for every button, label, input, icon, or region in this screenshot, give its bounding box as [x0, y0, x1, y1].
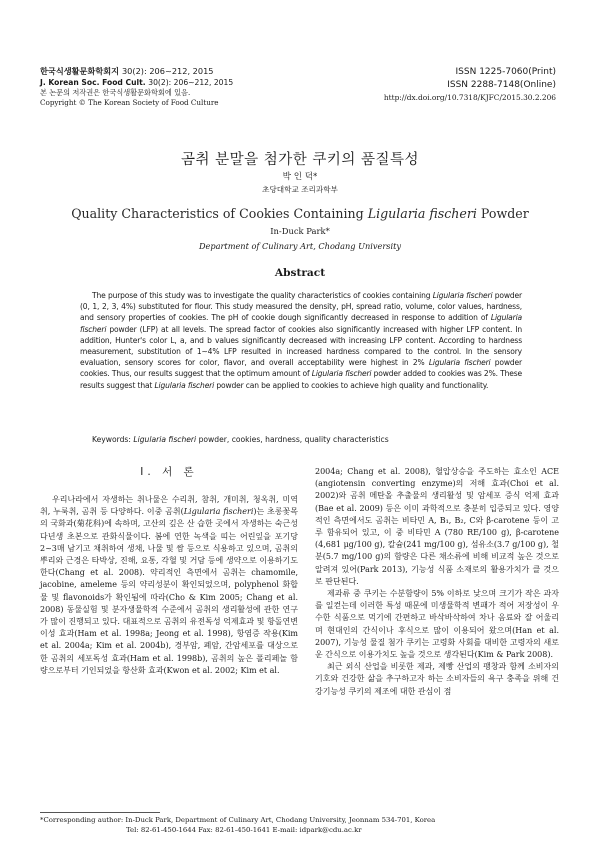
body-column-left: [40, 466, 298, 677]
intro-paragraph: [40, 494, 298, 677]
title-en-species: Ligularia fischeri: [367, 206, 477, 221]
keywords-rest: powder, cookies, hardness, quality characteristics: [196, 435, 389, 444]
title-korean: 곰취 분말을 첨가한 쿠키의 품질특성: [180, 152, 420, 168]
abstract-text: powder (LFP) at all levels. The spread factor of cookies also significantly increased with higher LFP content. In addition, Hunter's color L, a, and b values significantly decreased with increasing LFP content. According to hardness measurement, substitution of 1~4% LFP resulted in increased hardness compared to the control. In the sensory evaluation, sensory scores for color, flavor, and overall acceptability were highest in 2%: [80, 324, 522, 368]
species-name: Ligularia fischeri: [432, 291, 493, 300]
abstract-heading: Abstract: [274, 267, 326, 279]
keywords-species: Ligularia fischeri: [133, 435, 197, 444]
journal-en-name: J. Korean Soc. Food Cult.: [40, 78, 146, 87]
journal-header: [40, 66, 370, 108]
abstract-text: powder can be applied to cookies to achieve high quality and functionality.: [214, 380, 489, 390]
abstract-text: powder cookies. Thus, our results suggest that the optimum amount of: [80, 358, 523, 379]
species-name: Ligularia fischeri: [183, 507, 254, 517]
section-heading-introduction: Ⅰ. 서 론: [140, 466, 198, 478]
journal-ko-line: [40, 66, 370, 77]
abstract-text: The purpose of this study was to investigate the quality characteristics of cookies containing: [92, 291, 433, 300]
journal-ko-citation: 30(2): 206~212, 2015: [121, 66, 214, 76]
intro-paragraph: 최근 외식 산업을 비롯한 제과, 제빵 산업의 팽창과 함께 소비자의 기호와 건강한 삶을 추구하고자 하는 소비자들의 욕구 충족을 위해 건강기능성 쿠키의 제조에 대한 관심이 점: [315, 662, 559, 696]
footnote: [40, 815, 560, 835]
abstract-text: powder added to cookies was 2%. These results suggest that: [80, 369, 522, 390]
copyright-en: Copyright © The Korean Society of Food Culture: [40, 98, 219, 107]
abstract-text: powder (0, 1, 2, 3, 4%) substituted for flour. This study measured the density, pH, spread ratio, volume, color values, hardness, and sensory properties of cookies. The pH of cookie dough significantly decreased in response to addition of: [80, 291, 522, 323]
species-name: Ligularia fischeri: [154, 380, 215, 390]
issn-print: ISSN 1225-7060(Print): [455, 67, 556, 77]
author-english: In-Duck Park*: [270, 226, 330, 236]
keywords-label: Keywords:: [92, 435, 134, 444]
journal-ko-name: 한국식생활문화학회지: [40, 66, 120, 76]
intro-paragraph: 제과류 중 쿠키는 수분함량이 5% 이하로 낮으며 크기가 작은 과자를 일컫는데 이러한 특성 때문에 미생물학적 변패가 적어 저장성이 우수한 식품으로 먹기에 간편하고 바삭바삭하여 차나 음료와 잘 어울리며 현대인의 간식이나 후식으로 많이 이용되어 왔으며(Han et al. 2007), 기능성 물질 첨가 쿠키는 고령화 사회를 대비한 고령자의 새로운 간식으로 이용가치도 높을 것으로 생각된다(Kim & Park 2008).: [315, 589, 559, 660]
title-en-after: Powder: [476, 206, 529, 221]
author-korean: 박 인 덕*: [282, 172, 318, 182]
affiliation-english: Department of Culinary Art, Chodang University: [198, 241, 402, 251]
footnote-divider: [40, 812, 160, 813]
issn-block: [384, 66, 556, 104]
copyright-ko: 본 논문의 저작권은 한국식생활문화학회에 있음.: [40, 88, 191, 97]
corresponding-author: *Corresponding author: In-Duck Park, Department of Culinary Art, Chodang University, Jeonnam 534-701, Korea: [40, 816, 436, 824]
paragraph-text: 우리나라에서 자생하는 취나물은 수리취, 참취, 개미취, 청옥취, 미역취, 누룩취, 곰취 등 다양하다. 이중 곰취(: [40, 495, 298, 517]
species-name: Ligularia fischeri: [311, 369, 372, 379]
keywords-line: [92, 435, 532, 444]
contact-info: Tel: 82-61-450-1644 Fax: 82-61-450-1641 E-mail: idpark@cdu.ac.kr: [126, 826, 362, 834]
journal-en-citation: 30(2): 206~212, 2015: [148, 78, 234, 87]
journal-en-line: [40, 77, 370, 88]
affiliation-korean: 초당대학교 조리과학부: [262, 185, 338, 194]
title-english: [0, 206, 600, 221]
body-column-right: [315, 466, 559, 698]
species-name: Ligularia fischeri: [428, 358, 491, 368]
doi-link[interactable]: http://dx.doi.org/10.7318/KJFC/2015.30.2.206: [383, 93, 556, 102]
intro-paragraph-continued: 2004a; Chang et al. 2008), 혈압상승을 주도하는 효소인 ACE (angiotensin converting enzyme)의 저해 효과(Choi et al. 2002)와 곰취 메탄올 추출물의 생리활성 및 암세포 증식 억제 효과(Bae et al. 2009) 등은 이미 과학적으로 충분히 입증되고 있다. 영양적인 측면에서도 곰취는 비타민 A, B₁, B₂, C와 β-carotene 등이 고루 함유되어 있고, 이 중 비타민 A (780 RE/100 g), β-carotene (4,681 μg/100 g), 칼슘(241 mg/100 g), 섬유소(3.7 g/100 g), 철분(5.7 mg/100 g)의 함량은 다른 채소류에 비해 비교적 높은 것으로 알려져 있어(Park 2013), 기능성 식품 소재로의 활용가치가 클 것으로 판단된다.: [315, 467, 559, 586]
title-en-before: Quality Characteristics of Cookies Containing: [71, 206, 368, 221]
issn-online: ISSN 2288-7148(Online): [447, 80, 556, 90]
species-name: Ligularia fischeri: [80, 313, 522, 334]
abstract-body: [80, 290, 522, 391]
paragraph-text: )는 초롱꽃목의 국화과(菊花科)에 속하며, 고산의 깊은 산 습한 곳에서 자생하는 숙근성 다년생 초본으로 관화식물이다. 봄에 연한 녹색을 띠는 어린잎을 포기당 2~3매 남기고 채취하여 생채, 나물 및 쌈 등으로 식용하고 있으며, 곰취의 뿌리와 근경은 타박상, 진해, 요통, 각혈 및 거담 등에 생약으로 이용하기도 한다(Chang et al. 2008). 약리적인 측면에서 곰취는 chamomile, jacobine, ameleme 등의 약리성분이 확인되었으며, polyphenol 화합물 및 flavonoids가 확인됨에 따라(Cho & Kim 2005; Chang et al. 2008) 동물실험 및 분자생물학적 수준에서 곰취의 생리활성에 관한 연구가 많이 진행되고 있다. 대표적으로 곰취의 유전독성 억제효과 및 항돌연변이성 효과(Ham et al. 1998a; Jeong et al. 1998), 항염증 작용(Kim et al. 2004a; Kim et al. 2004b), 경부암, 폐암, 간암세포를 대상으로 한 곰취의 세포독성 효과(Ham et al. 1998b), 곰취의 높은 폴리페놀 함량으로부터 기인되었을 항산화 효과(Kwon et al. 2002; Kim et al.: [40, 507, 299, 675]
